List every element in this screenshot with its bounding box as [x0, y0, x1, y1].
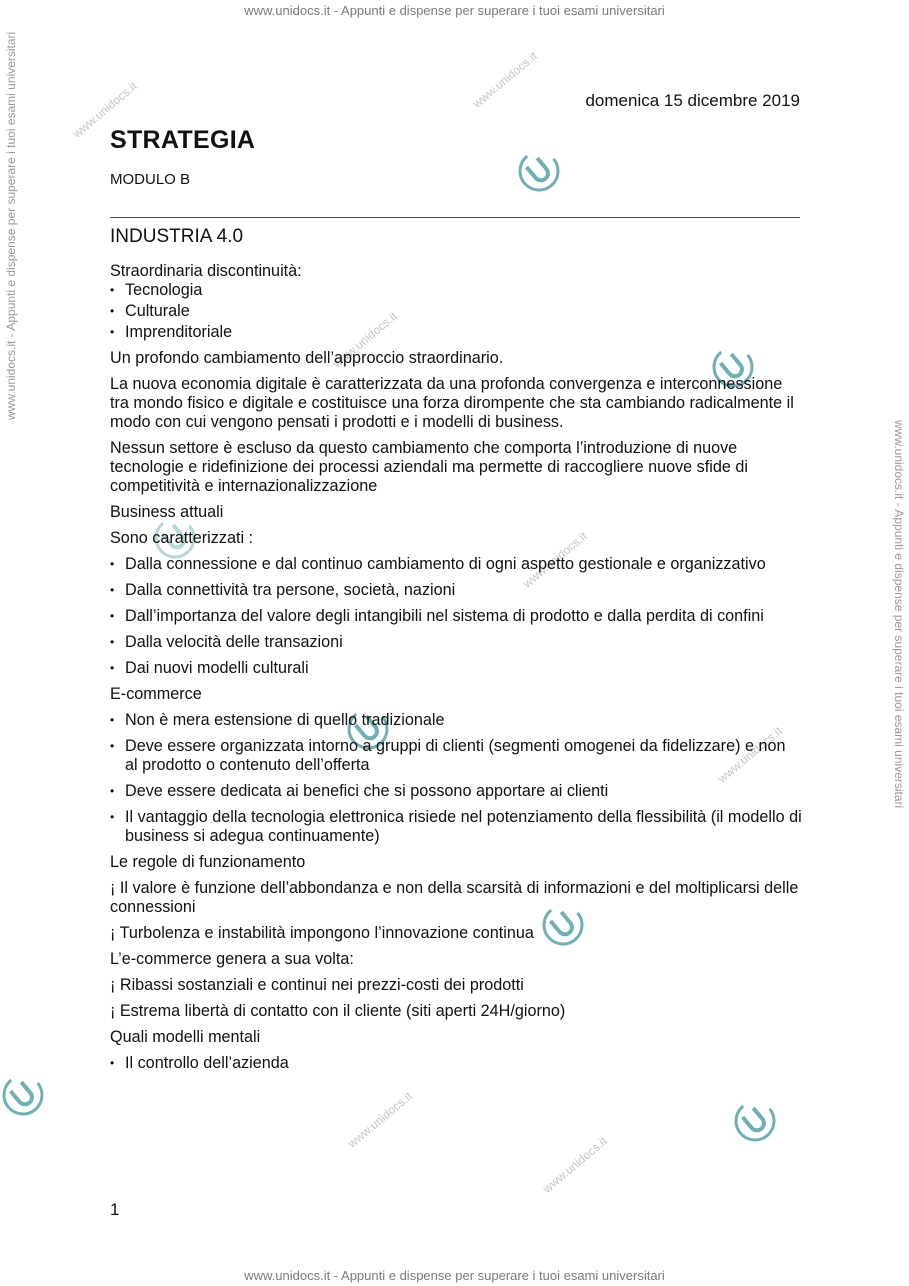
watermark-banner-bottom: www.unidocs.it - Appunti e dispense per superare i tuoi esami universitari — [244, 1268, 665, 1283]
list-item: • Imprenditoriale — [110, 323, 802, 342]
unidocs-logo-icon — [0, 1072, 46, 1118]
subheading: Quali modelli mentali — [110, 1028, 261, 1046]
watermark-banner-right: www.unidocs.it - Appunti e dispense per superare i tuoi esami universitari — [892, 420, 906, 809]
list-item: • Culturale — [110, 302, 802, 321]
document-body — [110, 262, 802, 1080]
mental-list — [110, 1054, 802, 1073]
subheading: E-commerce — [110, 685, 202, 703]
paragraph: Un profondo cambiamento dell’approccio straordinario. — [110, 349, 504, 367]
subheading: Le regole di funzionamento — [110, 853, 306, 871]
intro-label: Straordinaria discontinuità: — [110, 262, 302, 280]
watermark-diagonal: www.unidocs.it — [520, 528, 590, 591]
section-heading: INDUSTRIA 4.0 — [110, 226, 244, 247]
list-item: • Deve essere dedicata ai benefici che si possono apportare ai clienti — [110, 782, 802, 801]
list-item: • Non è mera estensione di quello tradizionale — [110, 711, 802, 730]
list-item: • Dai nuovi modelli culturali — [110, 659, 802, 678]
unidocs-logo-icon — [516, 148, 562, 194]
watermark-banner-top: www.unidocs.it - Appunti e dispense per superare i tuoi esami universitari — [244, 3, 665, 18]
generates-item: ¡ Estrema libertà di contatto con il cliente (siti aperti 24H/giorno) — [110, 1002, 566, 1020]
watermark-diagonal: www.unidocs.it — [540, 1133, 610, 1196]
document-title: STRATEGIA — [110, 126, 256, 154]
watermark-diagonal: www.unidocs.it — [330, 308, 400, 371]
document-subtitle: MODULO B — [110, 171, 191, 188]
rule-item: ¡ Turbolenza e instabilità impongono l’innovazione continua — [110, 924, 534, 942]
paragraph: Sono caratterizzati : — [110, 529, 254, 547]
watermark-diagonal: www.unidocs.it — [345, 1088, 415, 1151]
ecommerce-list — [110, 711, 802, 846]
unidocs-logo-icon — [732, 1098, 778, 1144]
list-item: • Dalla connettività tra persone, società, nazioni — [110, 581, 802, 600]
horizontal-divider — [110, 217, 800, 218]
discontinuity-list — [110, 281, 802, 342]
list-item: • Il controllo dell’azienda — [110, 1054, 802, 1073]
list-item: • Tecnologia — [110, 281, 802, 300]
list-item: • Dalla velocità delle transazioni — [110, 633, 802, 652]
generates-item: ¡ Ribassi sostanziali e continui nei prezzi-costi dei prodotti — [110, 976, 524, 994]
list-item: • Il vantaggio della tecnologia elettronica risiede nel potenziamento della flessibilità (il modello di business si adegua continuamente) — [110, 808, 802, 846]
subheading: L’e-commerce genera a sua volta: — [110, 950, 354, 968]
business-list — [110, 555, 802, 678]
subheading: Business attuali — [110, 503, 224, 521]
list-item: • Deve essere organizzata intorno a gruppi di clienti (segmenti omogenei da fidelizzare) e non al prodotto o contenuto dell’offerta — [110, 737, 802, 775]
watermark-banner-left: www.unidocs.it - Appunti e dispense per superare i tuoi esami universitari — [4, 31, 18, 420]
list-item: • Dall’importanza del valore degli intangibili nel sistema di prodotto e dalla perdita di confini — [110, 607, 802, 626]
paragraph: La nuova economia digitale è caratterizzata da una profonda convergenza e interconnessione tra mondo fisico e digitale e costituisce una forza dirompente che sta cambiando radicalmente il modo con cui vengono pensati i prodotti e i modelli di business. — [110, 375, 794, 431]
paragraph: Nessun settore è escluso da questo cambiamento che comporta l’introduzione di nuove tecnologie e ridefinizione dei processi aziendali ma permette di raccogliere nuove sfide di competitività e internazionalizzazione — [110, 439, 748, 495]
list-item: • Dalla connessione e dal continuo cambiamento di ogni aspetto gestionale e organizzativo — [110, 555, 802, 574]
watermark-diagonal: www.unidocs.it — [70, 78, 140, 141]
document-date: domenica 15 dicembre 2019 — [585, 91, 800, 110]
rule-item: ¡ Il valore è funzione dell’abbondanza e non della scarsità di informazioni e del moltiplicarsi delle connessioni — [110, 879, 799, 916]
watermark-diagonal: www.unidocs.it — [470, 48, 540, 111]
watermark-diagonal: www.unidocs.it — [715, 723, 785, 786]
page-number: 1 — [110, 1200, 120, 1219]
